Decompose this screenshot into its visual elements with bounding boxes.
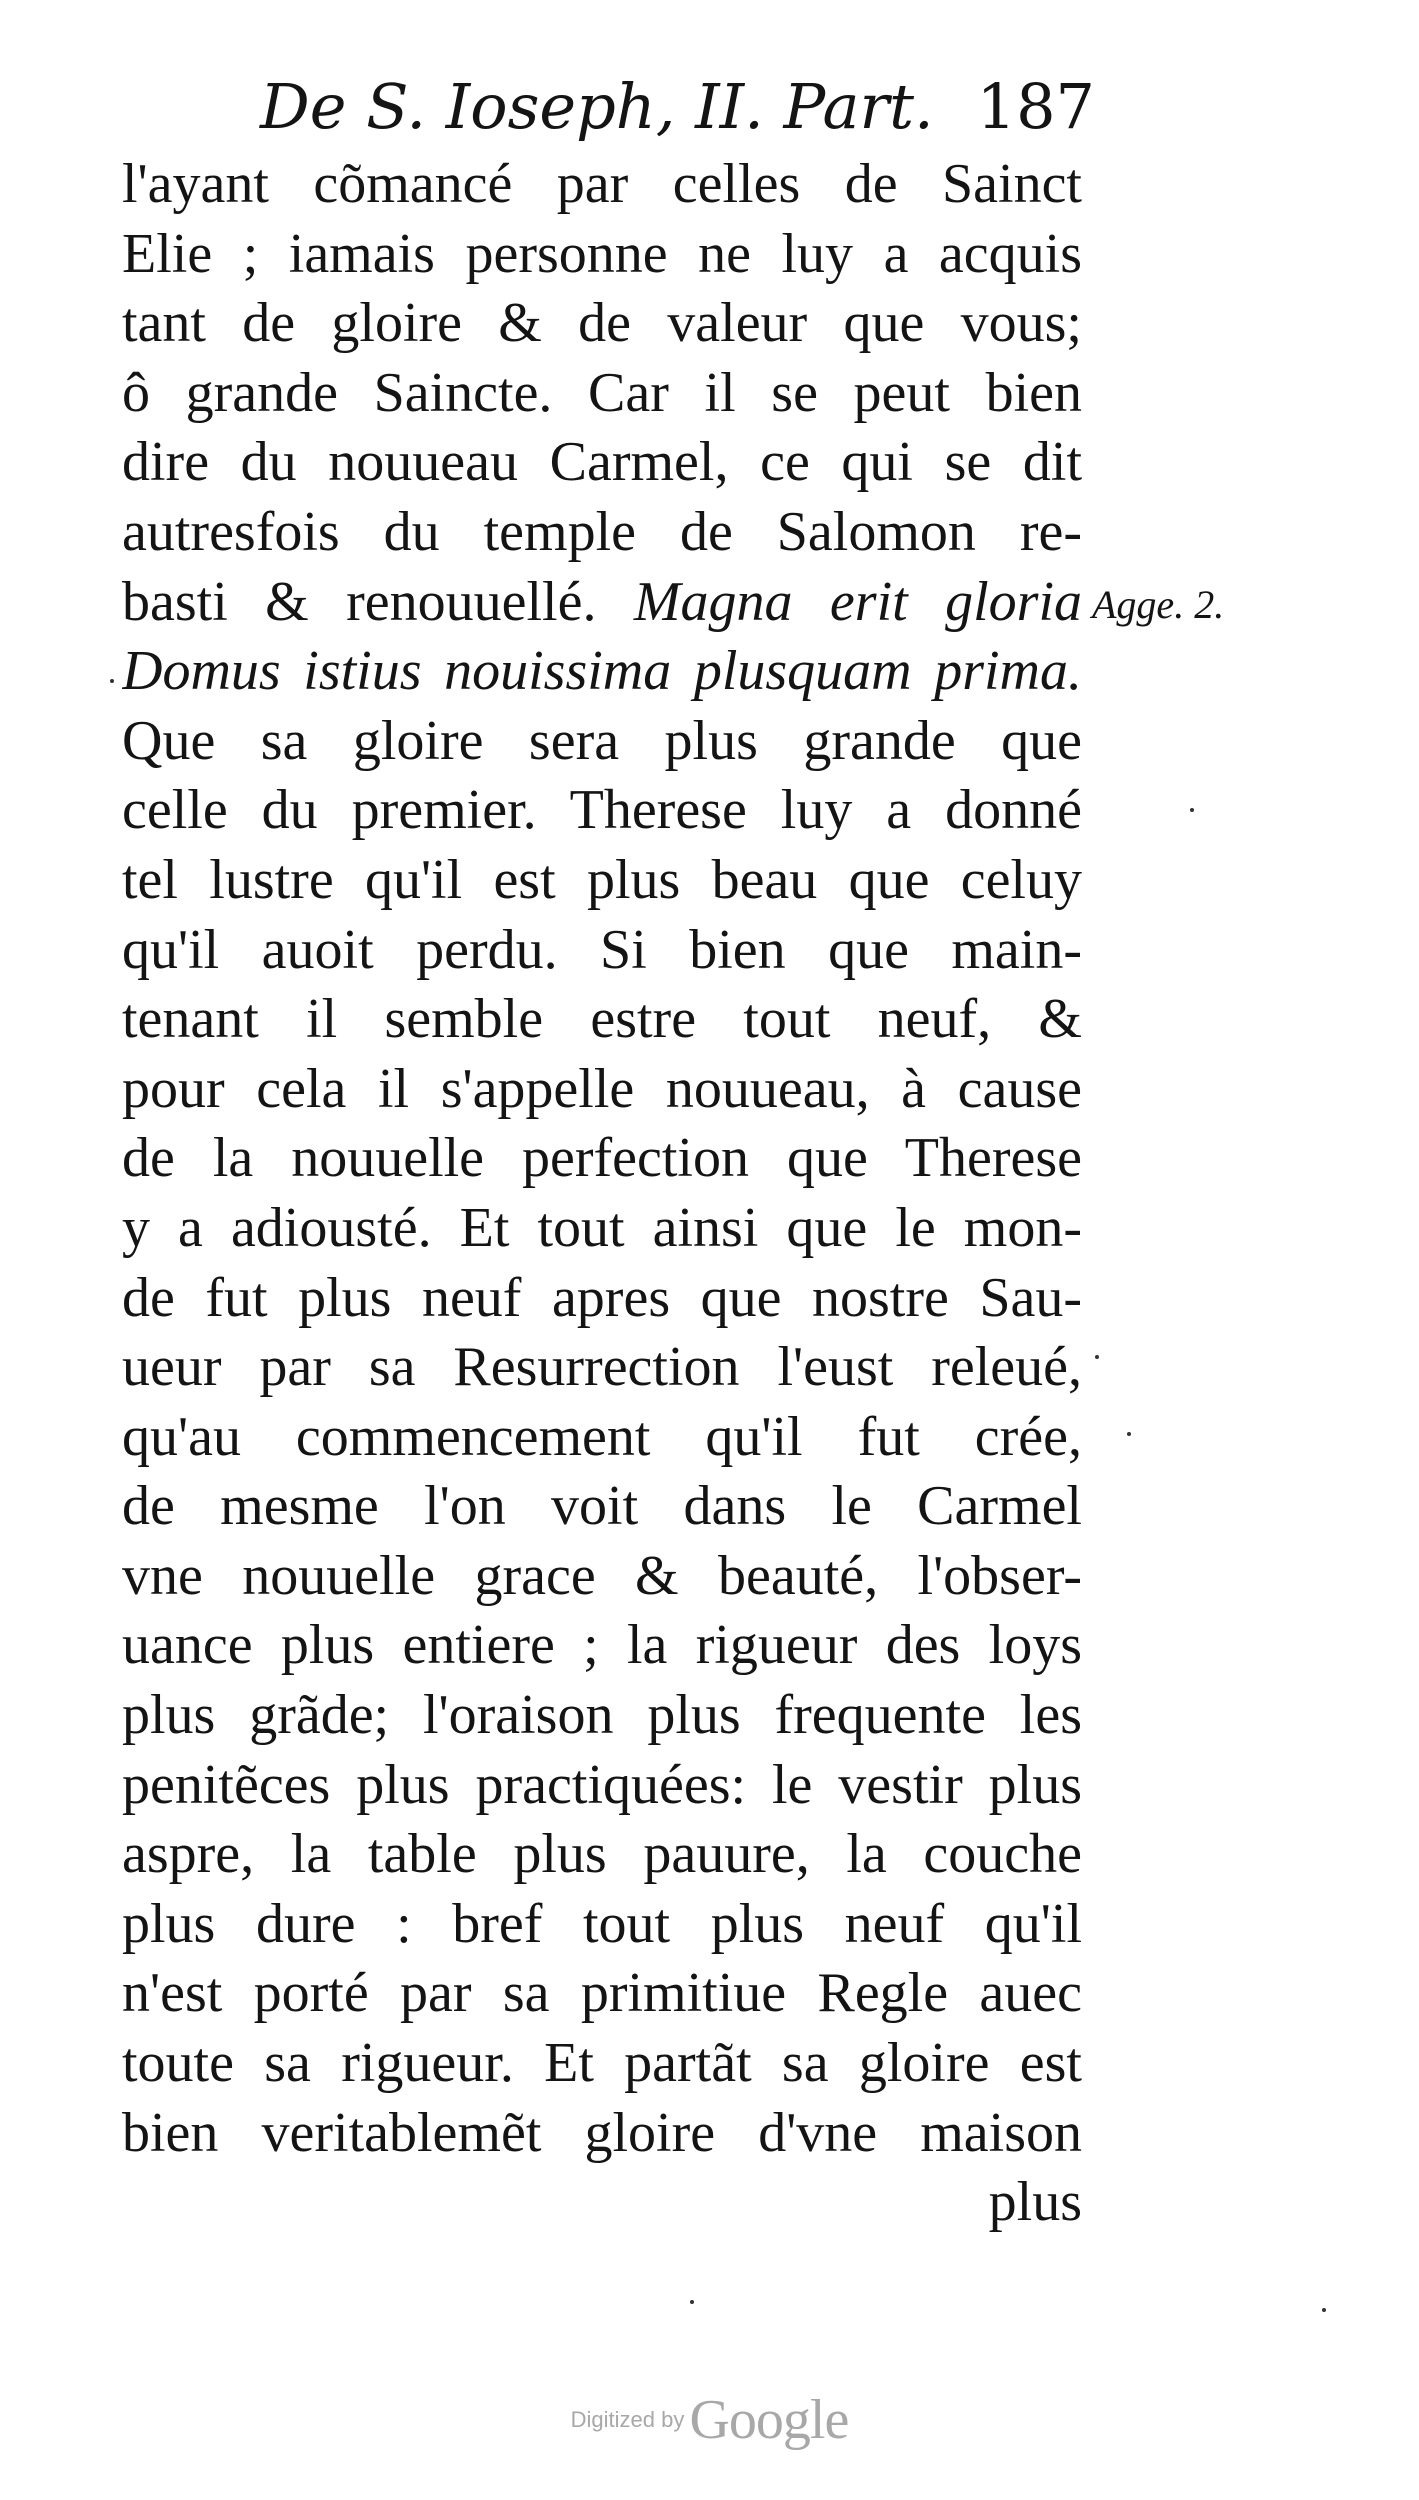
text-line: de fut plus neuf apres que nostre Sau- [122,1266,1082,1329]
text-line: n'est porté par sa primitiue Regle auec [122,1962,1082,2025]
text-line: toute sa rigueur. Et partãt sa gloire est [122,2032,1082,2095]
text-line: y a adiousté. Et tout ainsi que le mon- [122,1196,1082,1259]
text-line: tenant il semble estre tout neuf, & [122,988,1082,1051]
text-line: qu'il auoit perdu. Si bien que main- [122,918,1082,981]
text-line: pour cela il s'appelle nouueau, à cause [122,1057,1082,1120]
text-line: de mesme l'on voit dans le Carmel [122,1475,1082,1538]
text-line: aspre, la table plus pauure, la couche [122,1823,1082,1886]
text-line: vne nouuelle grace & beauté, l'obser- [122,1544,1082,1607]
page-header [250,62,1095,152]
google-logo: Google [689,2389,849,2451]
digitization-watermark [0,2388,1419,2452]
text-line: ô grande Saincte. Car il se peut bien [122,361,1082,424]
ink-speck [690,2300,694,2304]
text-line: plus grãde; l'oraison plus frequente les [122,1684,1082,1747]
body-text [122,150,1082,2238]
text-line: Elie ; iamais personne ne luy a acquis [122,222,1082,285]
text-line-mixed [122,568,1082,638]
text-roman-segment: basti & renouuellé. [122,570,597,633]
text-line: autresfois du temple de Salomon re- [122,500,1082,563]
catchword: plus [988,2171,1082,2234]
text-line: bien veritablemẽt gloire d'vne maison [122,2101,1082,2164]
text-line: plus dure : bref tout plus neuf qu'il [122,1892,1082,1955]
ink-speck [1190,808,1194,812]
ink-speck [110,679,114,683]
ink-speck [1127,1432,1131,1436]
running-title: De S. Ioseph, II. Part. [260,70,934,143]
text-line: penitẽces plus practiquées: le vestir plus [122,1753,1082,1816]
text-line: dire du nouueau Carmel, ce qui se dit [122,431,1082,494]
watermark-prefix: Digitized by [570,2407,685,2432]
text-line: uance plus entiere ; la rigueur des loys [122,1614,1082,1677]
margin-note: Agge. 2. [1092,582,1225,627]
latin-quote-line: Domus istius nouissima plusquam prima. [122,640,1082,703]
text-line: ueur par sa Resurrection l'eust releué, [122,1336,1082,1399]
text-line: l'ayant cõmancé par celles de Sainct [122,153,1082,215]
text-line: tel lustre qu'il est plus beau que celuy [122,848,1082,911]
ink-speck [1095,1355,1099,1359]
text-line: Que sa gloire sera plus grande que [122,709,1082,772]
latin-quote-segment: Magna erit gloria [633,570,1082,633]
text-line: tant de gloire & de valeur que vous; [122,292,1082,355]
page-number: 187 [976,70,1095,143]
text-line: de la nouuelle perfection que Therese [122,1127,1082,1190]
ink-speck [1322,2308,1326,2312]
text-line: qu'au commencement qu'il fut crée, [122,1405,1082,1468]
text-line: celle du premier. Therese luy a donné [122,779,1082,842]
